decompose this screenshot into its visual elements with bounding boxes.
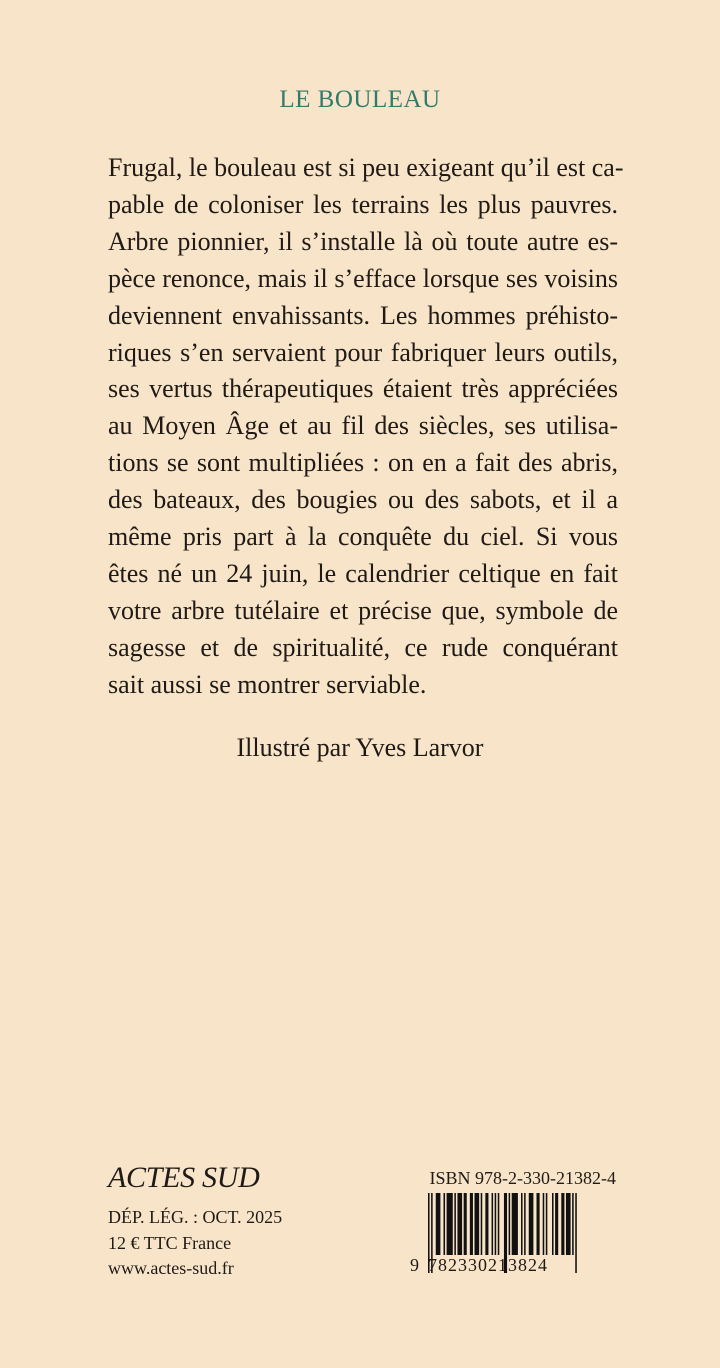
publisher-website: www.actes-sud.fr: [108, 1258, 234, 1278]
barcode-digits: 782330213824: [428, 1255, 548, 1275]
blurb-line: des bateaux, des bougies ou des sabots, et il a: [108, 485, 618, 515]
barcode-lead-digit: 9: [410, 1255, 419, 1275]
illustrator-credit: Illustré par Yves Larvor: [236, 733, 484, 762]
blurb-line: Frugal, le bouleau est si peu exigeant qu’il est ca-: [108, 153, 624, 182]
blurb-line: Arbre pionnier, il s’installe là où toute autre es-: [108, 226, 618, 256]
blurb-line: ses vertus thérapeutiques étaient très appréciées: [108, 374, 618, 404]
blurb-line: tions se sont multipliées : on en a fait des abris,: [108, 448, 618, 478]
price-label: 12 € TTC France: [108, 1233, 232, 1253]
blurb-line: votre arbre tutélaire et précise que, symbole de: [108, 595, 618, 625]
legal-deposit: DÉP. LÉG. : OCT. 2025: [108, 1207, 283, 1227]
blurb-line: sait aussi se montrer serviable.: [108, 669, 427, 699]
blurb-line: au Moyen Âge et au fil des siècles, ses utilisa-: [108, 411, 618, 441]
blurb-line: pèce renonce, mais il s’efface lorsque ses voisins: [108, 263, 618, 293]
blurb-line: sagesse et de spiritualité, ce rude conquérant: [108, 632, 618, 662]
blurb-text: [108, 150, 624, 704]
blurb-line: pable de coloniser les terrains les plus pauvres.: [108, 189, 618, 219]
blurb-line: riques s’en servaient pour fabriquer leurs outils,: [108, 337, 618, 367]
blurb-line: deviennent envahissants. Les hommes préhisto-: [108, 300, 618, 330]
isbn-label: ISBN 978-2-330-21382-4: [429, 1168, 616, 1188]
publisher-logo: ACTES SUD: [108, 1161, 260, 1194]
book-title: LE BOULEAU: [279, 86, 441, 113]
barcode: [410, 1193, 616, 1283]
blurb-line: même pris part à la conquête du ciel. Si vous: [108, 522, 618, 552]
blurb-line: êtes né un 24 juin, le calendrier celtique en fait: [108, 558, 618, 588]
